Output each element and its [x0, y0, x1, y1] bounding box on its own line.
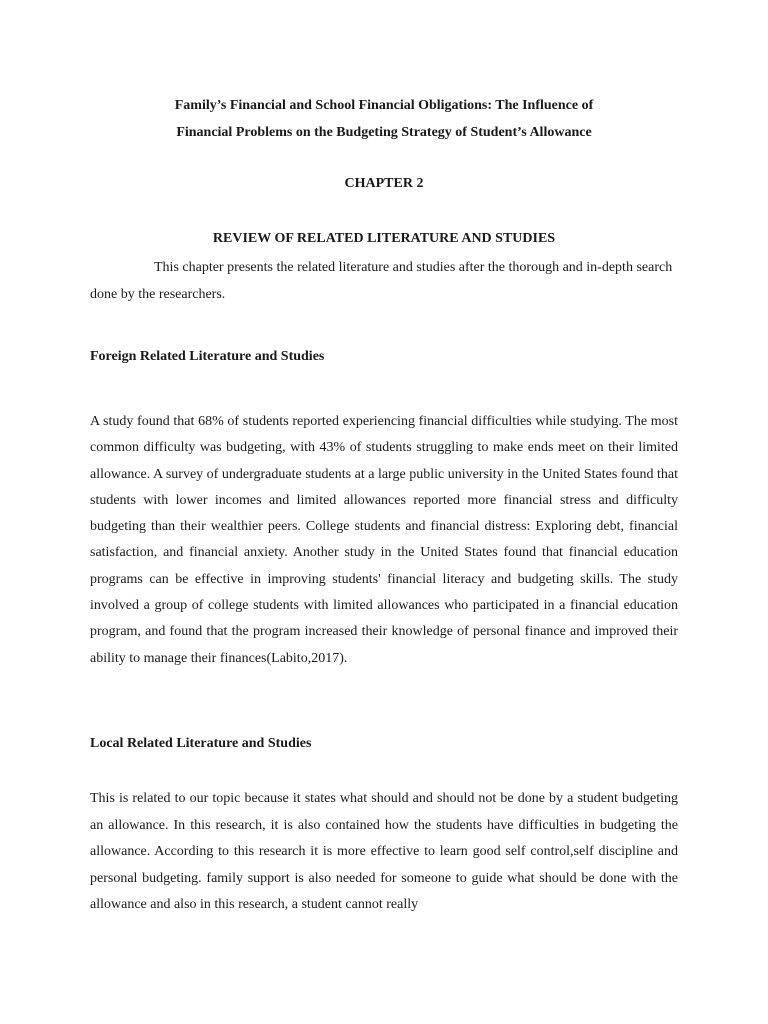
- chapter-heading: CHAPTER 2: [344, 176, 424, 191]
- section-title: REVIEW OF RELATED LITERATURE AND STUDIES: [212, 231, 556, 246]
- document-title: [90, 92, 678, 146]
- intro-paragraph: This chapter presents the related literature and studies after the thorough and in-depth search done by the researchers.: [90, 260, 673, 302]
- local-literature-heading: Local Related Literature and Studies: [90, 736, 312, 751]
- local-literature-paragraph: This is related to our topic because it states what should and should not be done by a student budgeting an allowance. In this research, it is also contained how the students have difficulties in budgeting the allowance. According to this research it is more effective to learn good self control,self discipline and personal budgeting. family support is also needed for someone to guide what should be done with the allowance and also in this research, a student cannot really: [90, 791, 678, 912]
- foreign-literature-heading: Foreign Related Literature and Studies: [90, 349, 325, 364]
- title-line-1: Family’s Financial and School Financial Obligations: The Influence of: [174, 98, 594, 113]
- title-line-2: Financial Problems on the Budgeting Strategy of Student’s Allowance: [176, 125, 592, 140]
- foreign-literature-paragraph: A study found that 68% of students reported experiencing financial difficulties while studying. The most common difficulty was budgeting, with 43% of students struggling to make ends meet on their limited allowance. A survey of undergraduate students at a large public university in the United States found that students with lower incomes and limited allowances reported more financial stress and difficulty budgeting than their wealthier peers. College students and financial distress: Exploring debt, financial satisfaction, and financial anxiety. Another study in the United States found that financial education programs can be effective in improving students' financial literacy and budgeting skills. The study involved a group of college students with limited allowances who participated in a financial education program, and found that the program increased their knowledge of personal finance and improved their ability to manage their finances(Labito,2017).: [90, 414, 678, 666]
